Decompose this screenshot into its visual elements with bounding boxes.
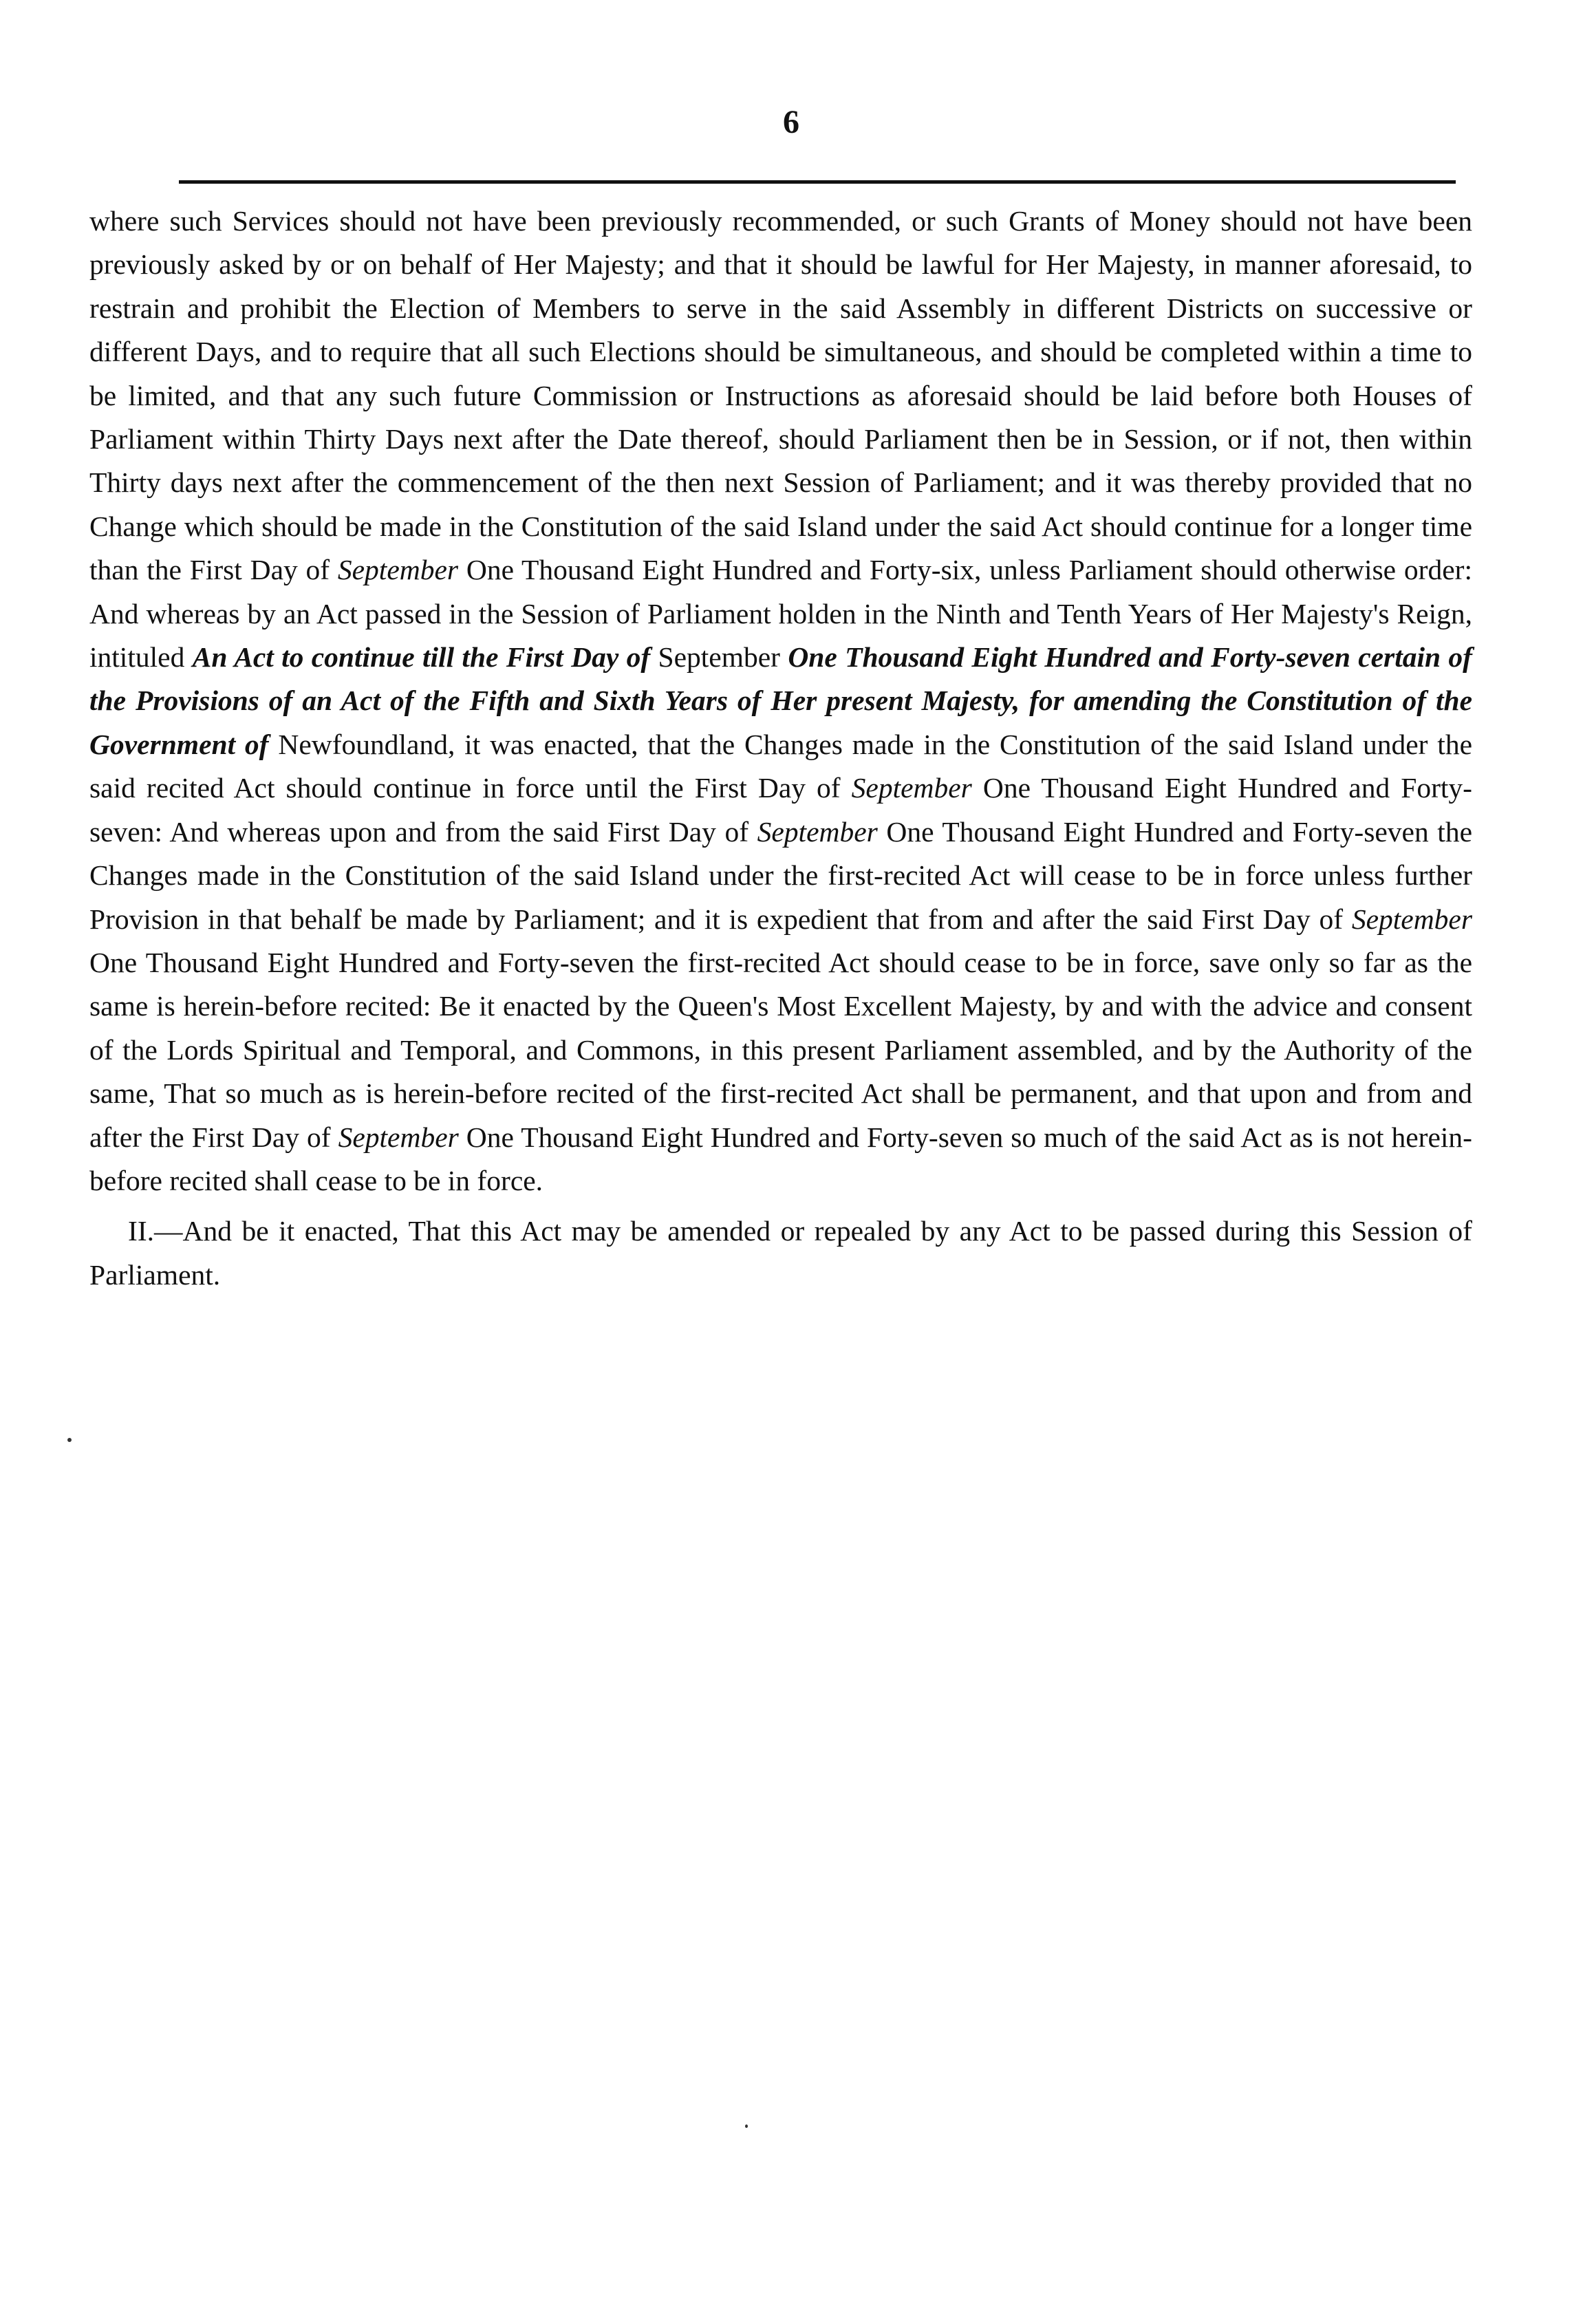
paragraph-section-ii [89, 1209, 1472, 1297]
text-run: September [650, 641, 788, 674]
ink-speck [67, 1438, 72, 1442]
text-run: where such Services should not have been previously recommended, or such Grants of Money should not have been previously asked by or on behalf of Her Majesty; and that it should be lawful for Her Majesty, in manner aforesaid, to restrain and prohibit the Election of Members to serve in the said Assembly in different Districts on successive or different Days, and to require that all such Elections should be simultaneous, and should be completed within a time to be limited, and that any such future Commission or Instructions as aforesaid should be laid before both Houses of Parliament within Thirty Days next after the Date thereof, should Parliament then be in Session, or if not, then within Thirty days next after the commencement of the then next Session of Parliament; and it was thereby provided that no Change which should be made in the Constitution of the said Island under the said Act should continue for a longer time than the First Day of [89, 205, 1472, 586]
body-text [89, 200, 1472, 1297]
text-run-italic: September [851, 772, 972, 804]
act-title-run: One Thousand Eight Hundred and Forty-seven certain of the Provisions of an Act of the Fifth and Sixth Years of Her present Majesty, for amending the Constitution of the Government of [89, 641, 1472, 760]
page-number: 6 [783, 104, 800, 140]
header-rule [179, 180, 1456, 184]
text-run: One Thousand Eight Hundred and Forty-seven: And whereas upon and from the said First Day of [89, 772, 1472, 848]
text-run-italic: September [337, 554, 459, 586]
text-run: One Thousand Eight Hundred and Forty-six, unless Parliament should otherwise order: And whereas by an Act passed in the Session of Parliament holden in the Ninth and Tenth Years of Her Majesty's Reign, intituled [89, 554, 1472, 674]
text-run-italic: September [338, 1121, 459, 1153]
text-run: II.—And be it enacted, That this Act may be amended or repealed by any Act to be passed during this Session of Parliament. [89, 1215, 1472, 1291]
text-run: One Thousand Eight Hundred and Forty-seven the Changes made in the Constitution of the said Island under the first-recited Act will cease to be in force unless further Provision in that behalf be made by Parliament; and it is expedient that from and after the said First Day of [89, 815, 1473, 935]
act-title-run: An Act to continue till the First Day of [192, 641, 651, 674]
text-run-italic: September [757, 815, 878, 848]
paragraph-recitals [89, 200, 1472, 1203]
text-run: One Thousand Eight Hundred and Forty-seven the first-recited Act should cease to be in force, save only so far as the same is herein-before recited: Be it enacted by the Queen's Most Excellent Majesty, by and with the advice and consent of the Lords Spiritual and Temporal, and Commons, in this present Parliament assembled, and by the Authority of the same, That so much as is herein-before recited of the first-recited Act shall be permanent, and that upon and from and after the First Day of [89, 946, 1472, 1153]
text-run-italic: September [1351, 903, 1472, 935]
ink-speck [745, 2124, 748, 2128]
text-run: One Thousand Eight Hundred and Forty-seven so much of the said Act as is not herein-before recited shall cease to be in force. [89, 1121, 1472, 1196]
text-run: Newfoundland, it was enacted, that the Changes made in the Constitution of the said Island under the said recited Act should continue in force until the First Day of [89, 728, 1472, 804]
